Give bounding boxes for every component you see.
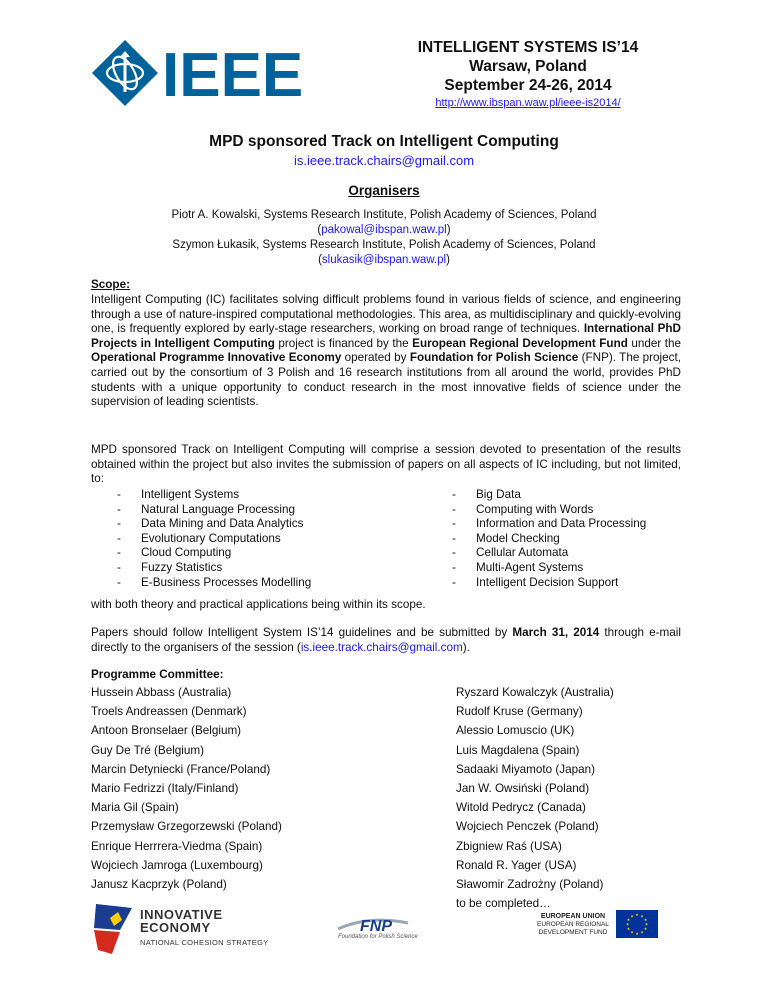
list-item: - Data Mining and Data Analytics [117, 517, 304, 531]
list-item: Wojciech Jamroga (Luxembourg) [91, 858, 263, 872]
svg-text:★: ★ [625, 921, 630, 927]
innovative-economy-text: INNOVATIVE ECONOMY [140, 907, 223, 935]
submission-email-link[interactable]: is.ieee.track.chairs@gmail.com [300, 640, 463, 654]
list-item: Ronald R. Yager (USA) [456, 858, 577, 872]
ieee-logo-text: IEEE [162, 41, 304, 106]
organiser-2: Szymon Łukasik, Systems Research Institute, Polish Academy of Sciences, Poland (slukasik@ibspan.waw.pl) [80, 238, 688, 268]
scope-paragraph-2: MPD sponsored Track on Intelligent Computing will comprise a session devoted to presentation of the results obtained within the project but also invites the submission of papers on all aspects of IC including, but not limited, to: [91, 443, 681, 486]
list-item: Antoon Bronselaer (Belgium) [91, 724, 242, 738]
list-item: Luis Magdalena (Spain) [456, 743, 580, 757]
svg-text:FNP: FNP [360, 918, 392, 935]
foundation-name: Foundation for Polish Science [409, 351, 579, 365]
list-item: Troels Andreassen (Denmark) [91, 705, 247, 719]
organiser-1: Piotr A. Kowalski, Systems Research Institute, Polish Academy of Sciences, Poland (pakowal@ibspan.waw.pl) [80, 208, 688, 238]
list-item: Mario Fedrizzi (Italy/Finland) [91, 782, 239, 796]
list-item: - Model Checking [452, 531, 560, 545]
list-item: Sadaaki Miyamoto (Japan) [456, 762, 596, 776]
list-item: Marcin Detyniecki (France/Poland) [91, 762, 271, 776]
conference-header [368, 38, 688, 109]
list-item: Witold Pedrycz (Canada) [456, 801, 586, 815]
list-item: - Intelligent Systems [117, 488, 240, 501]
svg-text:★: ★ [635, 912, 639, 917]
list-item: Przemysław Grzegorzewski (Poland) [91, 820, 282, 834]
organiser-2-email-link[interactable]: slukasik@ibspan.waw.pl [321, 254, 447, 266]
fnp-subtitle: Foundation for Polish Science [338, 934, 418, 940]
svg-text:★: ★ [643, 926, 648, 931]
list-item: Alessio Lomuscio (UK) [456, 724, 575, 738]
list-item: - Evolutionary Computations [117, 531, 281, 545]
svg-text:★: ★ [644, 921, 649, 927]
list-item: - Multi-Agent Systems [452, 560, 584, 574]
conference-title: INTELLIGENT SYSTEMS IS’14 [417, 39, 639, 56]
organiser-1-email-link[interactable]: pakowal@ibspan.waw.pl [321, 224, 447, 236]
svg-text:★: ★ [635, 931, 639, 936]
deadline: March 31, 2014 [512, 626, 600, 639]
project-name: International PhD Projects in Intelligent Computing [91, 322, 681, 350]
list-item: Janusz Kacprzyk (Poland) [91, 878, 227, 892]
list-item: Enrique Herrrera-Viedma (Spain) [91, 839, 263, 853]
organiser-1-affiliation: Piotr A. Kowalski, Systems Research Institute, Polish Academy of Sciences, Poland [171, 209, 597, 221]
eu-flag-icon [616, 910, 658, 938]
svg-text:★: ★ [643, 917, 648, 922]
list-item: Guy De Tré (Belgium) [91, 743, 205, 757]
conference-dates: September 24-26, 2014 [444, 77, 612, 94]
list-item: Zbigniew Raś (USA) [456, 839, 562, 853]
list-item: - Intelligent Decision Support [452, 575, 619, 589]
organisers-heading: Organisers [348, 183, 420, 198]
track-email-link[interactable]: is.ieee.track.chairs@gmail.com [293, 153, 475, 168]
list-item: - Fuzzy Statistics [117, 560, 223, 574]
list-item: to be completed… [456, 897, 551, 911]
organiser-2-affiliation: Szymon Łukasik, Systems Research Institute, Polish Academy of Sciences, Poland [172, 239, 596, 251]
list-item: - E-Business Processes Modelling [117, 575, 312, 589]
ieee-logo [92, 40, 324, 106]
fnp-logo [328, 905, 436, 953]
fund-name: European Regional Development Fund [412, 336, 628, 350]
list-item: Wojciech Penczek (Poland) [456, 820, 599, 834]
scope-heading: Scope: [91, 278, 130, 291]
list-item: Hussein Abbass (Australia) [91, 686, 232, 699]
svg-text:★: ★ [640, 929, 644, 935]
list-item: Ryszard Kowalczyk (Australia) [456, 686, 614, 699]
svg-text:★: ★ [640, 913, 644, 919]
list-item: - Big Data [452, 488, 521, 501]
list-item: Rudolf Kruse (Germany) [456, 705, 583, 719]
conference-city: Warsaw, Poland [469, 58, 587, 75]
programme-name: Operational Programme Innovative Economy [91, 351, 342, 365]
list-item: Sławomir Zadrożny (Poland) [456, 878, 604, 892]
list-item: - Computing with Words [452, 502, 594, 516]
committee-right-list [456, 683, 614, 913]
svg-text:★: ★ [626, 926, 631, 931]
topics-left-list [117, 488, 311, 590]
cohesion-strategy-text: NATIONAL COHESION STRATEGY [140, 938, 269, 947]
list-item: Maria Gil (Spain) [91, 801, 179, 815]
list-item: Jan W. Owsiński (Poland) [456, 782, 590, 796]
svg-text:★: ★ [626, 917, 631, 922]
submission-paragraph: Papers should follow Intelligent System IS’14 guidelines and be submitted by March 31, 2014 through e-mail directly to the organisers of the session (is.ieee.track.chairs@gmail.com). [91, 626, 681, 654]
svg-text:★: ★ [630, 929, 634, 935]
list-item: - Cloud Computing [117, 546, 232, 560]
eu-text: EUROPEAN UNION EUROPEAN REGIONAL DEVELOPMENT FUND [537, 913, 609, 936]
scope-paragraph-3: with both theory and practical applications being within its scope. [91, 598, 426, 611]
list-item: - Information and Data Processing [452, 517, 647, 531]
committee-heading: Programme Committee: [91, 668, 224, 681]
list-item: - Cellular Automata [452, 546, 569, 560]
scope-paragraph-1: Intelligent Computing (IC) facilitates solving difficult problems found in various fields of science, and engineering through a use of nature-inspired computational methodologies. This area, as multidisciplinary and quickly-evolving one, is frequently explored by early-stage researchers, working on broad range of techniques. International PhD Projects in Intelligent Computing project is financed by the European Regional Development Fund under the Operational Programme Innovative Economy operated by Foundation for Polish Science (FNP). The project, carried out by the consortium of 3 Polish and 16 research institutions from all around the world, provides PhD students with a unique opportunity to conduct research in the most innovative fields of science under the supervision of leading scientists. [91, 293, 681, 409]
committee-left-list [91, 683, 282, 894]
track-title: MPD sponsored Track on Intelligent Computing [209, 133, 559, 150]
svg-text:★: ★ [630, 913, 634, 919]
list-item: - Natural Language Processing [117, 502, 295, 516]
conference-url-link[interactable]: http://www.ibspan.waw.pl/ieee-is2014/ [435, 97, 621, 109]
topics-right-list [452, 488, 646, 590]
